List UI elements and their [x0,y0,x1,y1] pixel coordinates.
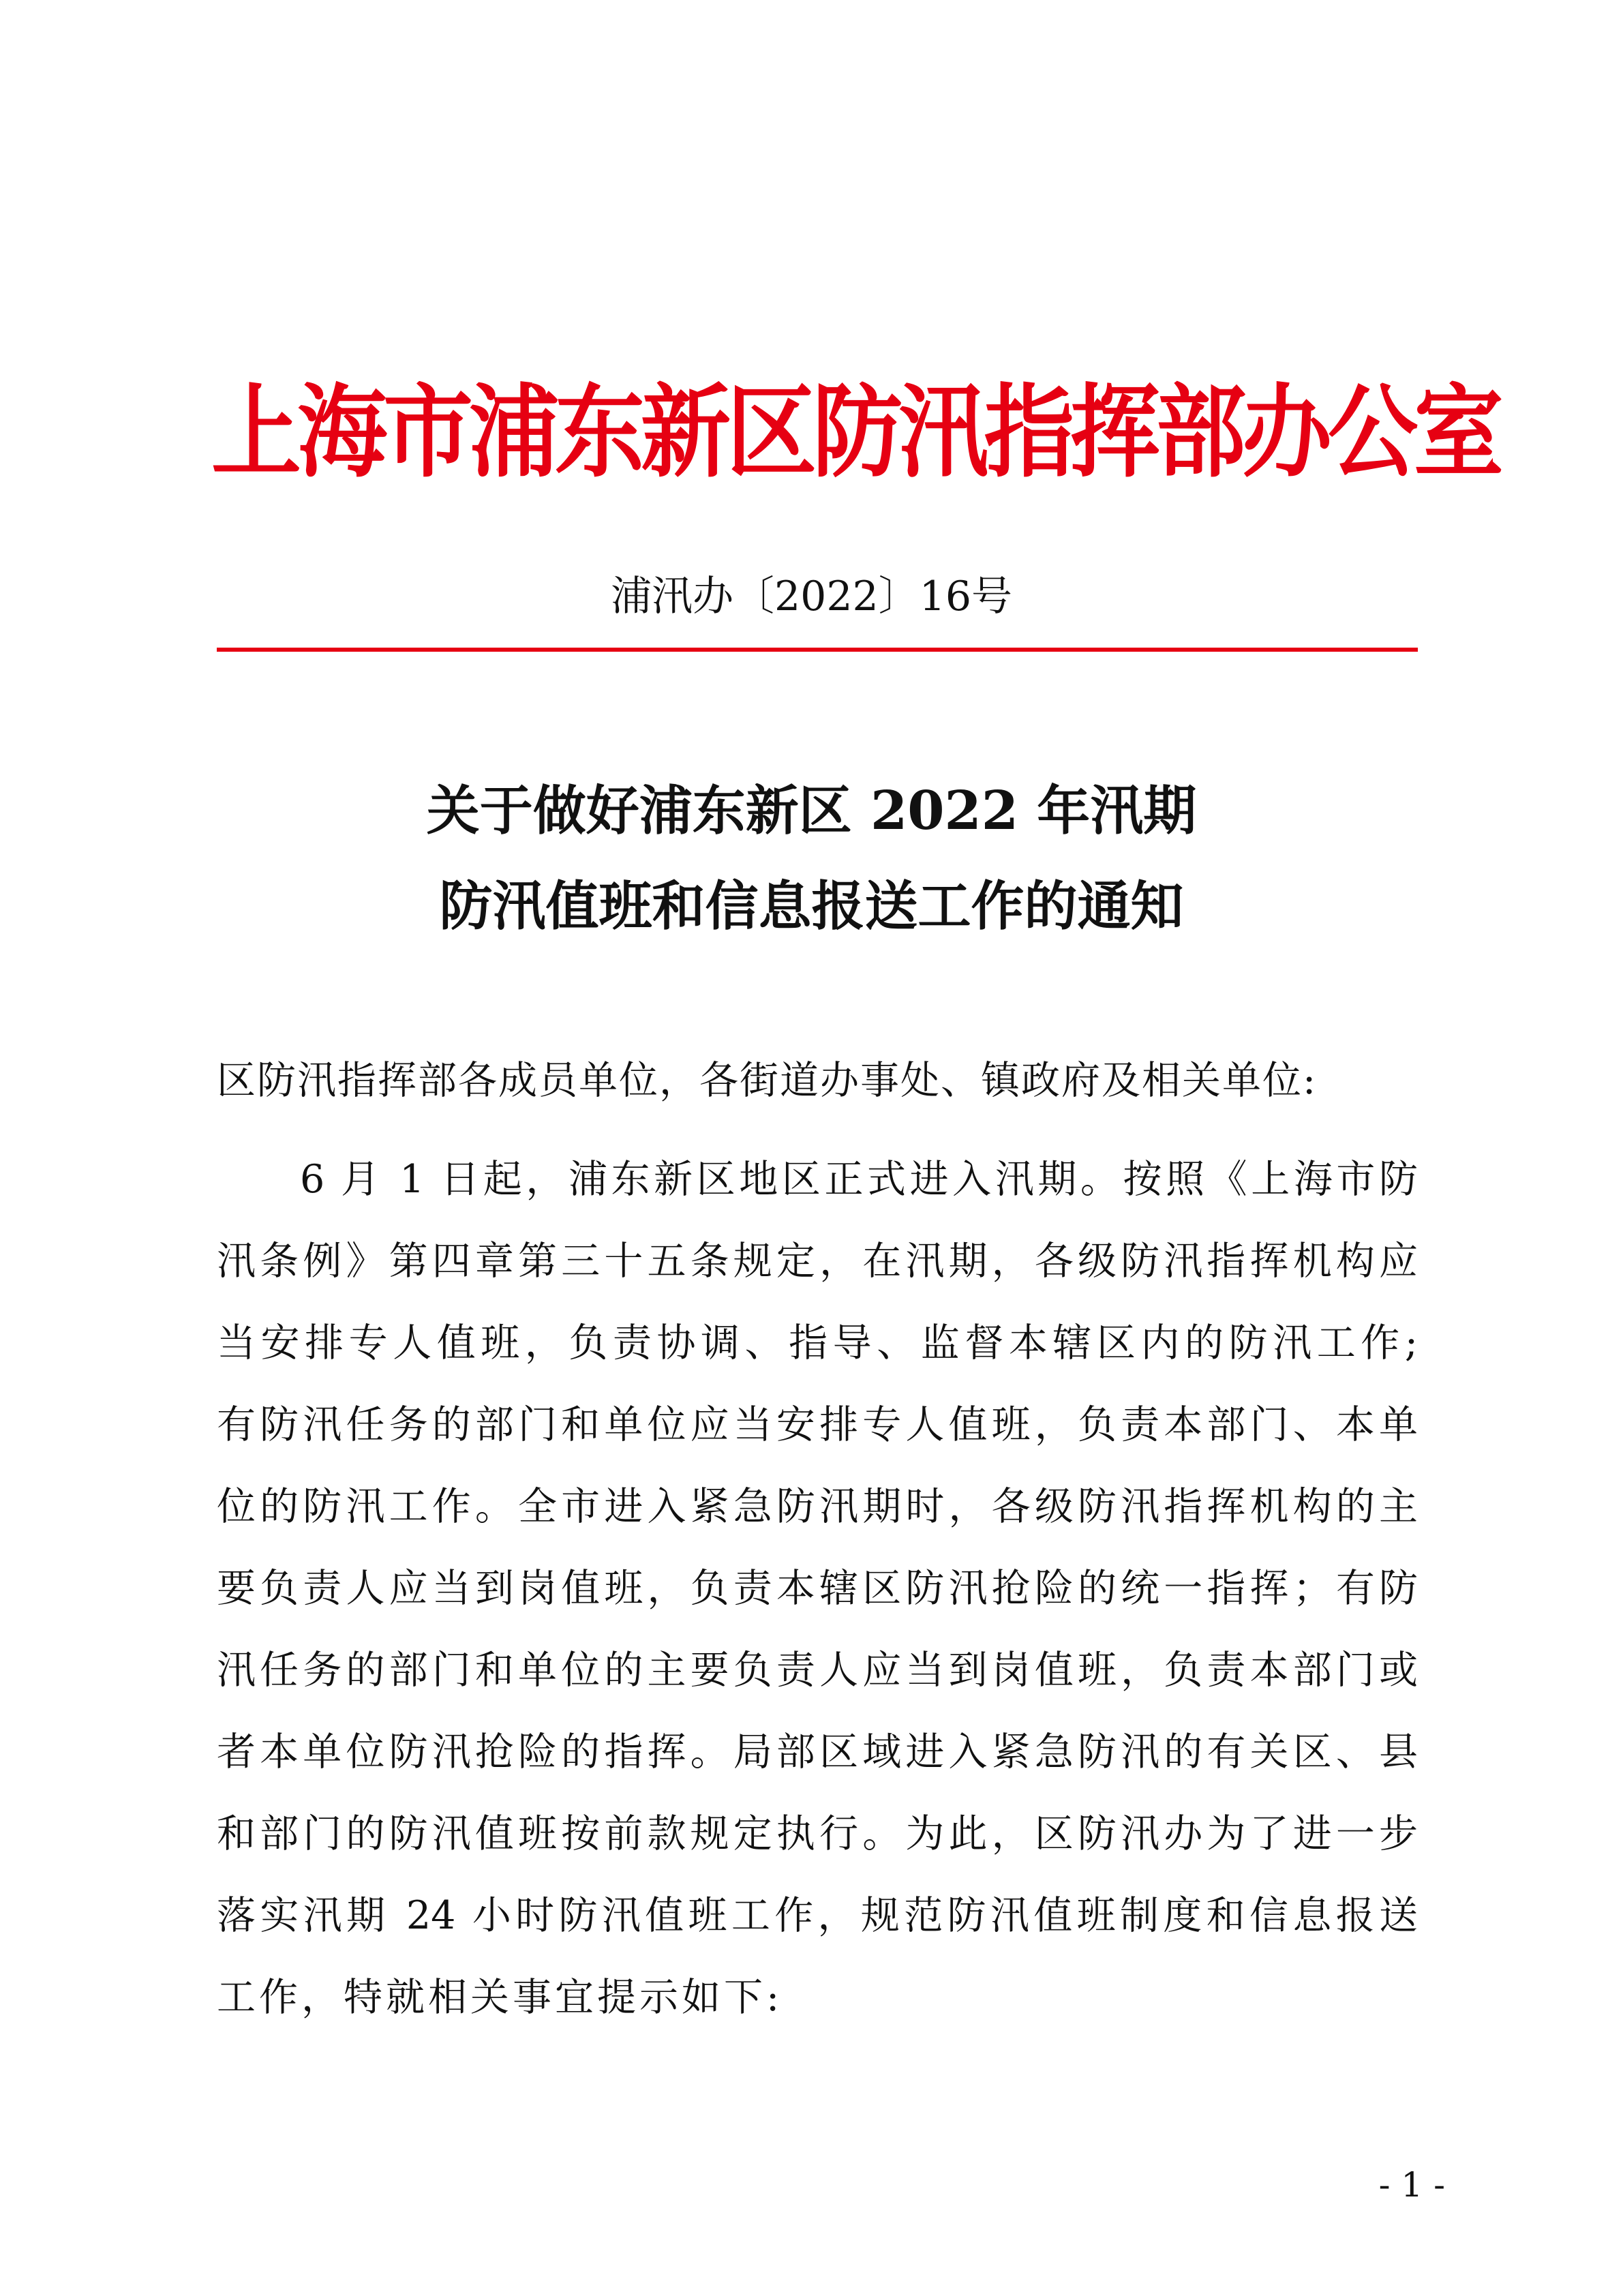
body-line: 要负责人应当到岗值班，负责本辖区防汛抢险的统一指挥；有防 [217,1566,1418,1611]
body-line: 和部门的防汛值班按前款规定执行。为此，区防汛办为了进一步 [217,1811,1418,1856]
red-divider-line [217,648,1418,652]
document-number: 浦汛办〔2022〕16号 [610,573,1013,620]
body-line: 者本单位防汛抢险的指挥。局部区域进入紧急防汛的有关区、县 [217,1729,1418,1774]
body-line: 位的防汛工作。全市进入紧急防汛期时，各级防汛指挥机构的主 [217,1484,1418,1529]
body-line: 汛条例》第四章第三十五条规定，在汛期，各级防汛指挥机构应 [217,1239,1418,1284]
document-title-line-2: 防汛值班和信息报送工作的通知 [439,875,1184,937]
body-line: 汛任务的部门和单位的主要负责人应当到岗值班，负责本部门或 [217,1648,1418,1693]
salutation: 区防汛指挥部各成员单位，各街道办事处、镇政府及相关单位: [217,1058,1318,1103]
body-line: 有防汛任务的部门和单位应当安排专人值班，负责本部门、本单 [217,1402,1418,1447]
body-line: 落实汛期 24 小时防汛值班工作，规范防汛值班制度和信息报送 [217,1893,1418,1938]
page-number: - 1 - [1378,2165,1445,2205]
document-title-line-1: 关于做好浦东新区 2022 年汛期 [426,780,1197,842]
body-line: 6 月 1 日起，浦东新区地区正式进入汛期。按照《上海市防 [300,1157,1418,1202]
body-line: 当安排专人值班，负责协调、指导、监督本辖区内的防汛工作; [217,1320,1418,1365]
issuer-heading: 上海市浦东新区防汛指挥部办公室 [211,373,1500,492]
body-line: 工作，特就相关事宜提示如下: [217,1975,783,2020]
